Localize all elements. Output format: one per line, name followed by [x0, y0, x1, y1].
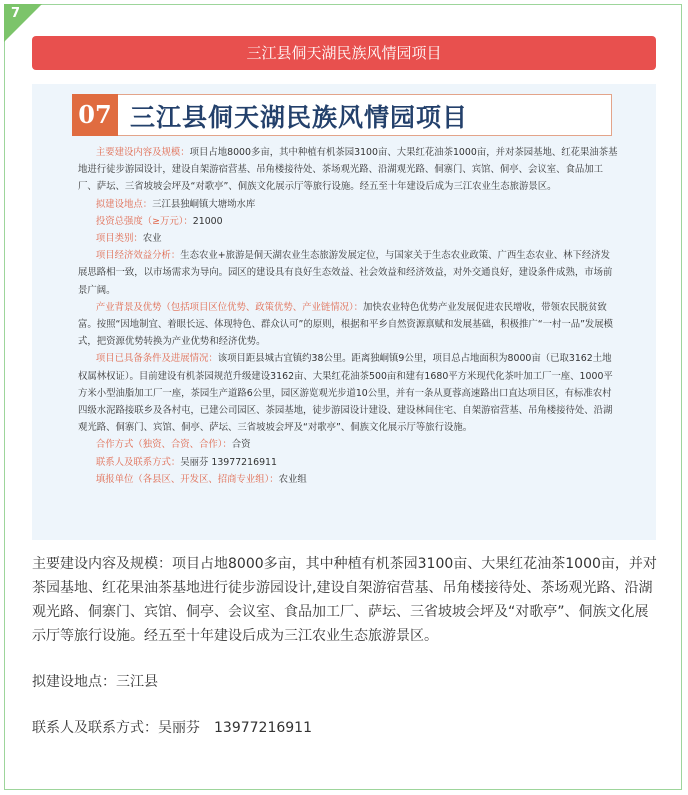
section-text: 合资 [231, 439, 251, 451]
section-text: 吴丽芬 13977216911 [180, 456, 277, 468]
location-paragraph: 拟建设地点：三江县 [32, 674, 158, 690]
card-number: 07 [72, 94, 118, 136]
section-text: 农业 [142, 233, 162, 245]
section-text: 农业组 [278, 473, 307, 485]
card-section [78, 454, 618, 471]
card-section [78, 299, 618, 351]
contact-paragraph: 联系人及联系方式：吴丽芬 13977216911 [32, 720, 312, 736]
card-section [78, 144, 618, 196]
card-section [78, 230, 618, 247]
card-section [78, 213, 618, 230]
card-section [78, 196, 618, 213]
card-section [78, 471, 618, 488]
project-banner: 三江县侗天湖民族风情园项目 [32, 36, 656, 70]
section-text: 生态农业+旅游是侗天湖农业生态旅游发展定位，与国家关于生态农业政策、广西生态农业、林下经济发展思路相一致，以市场需求为导向。园区的建设具有良好生态效益、社会效益和经济效益，对外交通良好，建设条件成熟，市场前景广阔。 [78, 250, 613, 296]
section-label: 主要建设内容及规模： [95, 147, 190, 158]
article-body [32, 552, 660, 740]
section-text: 三江县独峒镇大塘坳水库 [152, 198, 256, 210]
section-text: 加快农业特色优势产业发展促进农民增收，带领农民脱贫致富。按照“因地制宜、着眼长远、体现特色、群众认可”的原则，根据和平乡自然资源禀赋和发展基础，积极推广“一村一品”发展模式，把资源优势转换为产业优势和经济优势。 [78, 301, 614, 348]
card-section [78, 350, 618, 436]
card-title: 三江县侗天湖民族风情园项目 [130, 103, 469, 132]
section-label: 投资总强度（≥万元）： [95, 215, 193, 227]
badge-number: 7 [11, 6, 21, 21]
section-label: 项目经济效益分析： [95, 250, 181, 262]
section-label: 联系人及联系方式： [95, 456, 181, 468]
section-label: 产业背景及优势（包括项目区位优势、政策优势、产业链情况）： [95, 301, 364, 313]
section-text: 项目占地8000多亩，其中种植有机茶园3100亩、大果红花油茶1000亩，并对茶园基地、红花果油茶基地进行徒步游园设计，建设自架游宿营基、吊角楼接待处、茶场观光路、沿湖观光路、侗寨门、宾馆、侗亭、会议室、食品加工厂、萨坛、三省坡坡会坪及“对歌亭”、侗族文化展示厅等旅行设施。经五至十年建设后成为三江农业生态旅游景区。 [78, 147, 618, 193]
section-text: 21000 [192, 215, 223, 227]
card-section [78, 436, 618, 453]
section-label: 拟建设地点： [95, 198, 153, 210]
card-section [78, 247, 618, 299]
card-body [78, 144, 618, 488]
scope-paragraph: 主要建设内容及规模：项目占地8000多亩，其中种植有机茶园3100亩、大果红花油茶1000亩，并对茶园基地、红花果油茶基地进行徒步游园设计,建设自架游宿营基、吊角楼接待处、茶场观光路、沿湖观光路、侗寨门、宾馆、侗亭、会议室、食品加工厂、萨坛、三省坡坡会坪及“对歌亭”、侗族文化展示厅等旅行设施。经五至十年建设后成为三江农业生态旅游景区。 [32, 556, 657, 644]
section-label: 项目类别： [95, 233, 143, 245]
section-label: 合作方式（独资、合资、合作）： [95, 439, 232, 451]
section-label: 填报单位（各县区、开发区、招商专业组）： [95, 473, 279, 485]
section-text: 该项目距县城古宜镇约38公里。距离独峒镇9公里，项目总占地面积为8000亩（已取3162土地权属林权证）。目前建设有机茶园规范升级建设3162亩、大果红花油茶500亩和建有1680平方米现代化茶叶加工厂一座、1000平方米小型油脂加工厂一座，茶园生产道路6公里，园区游览观光步道10公里，并有一条从夏蓉高速路出口直达项目区，有标准农村四级水泥路接联乡及各村屯，已建公司园区、茶园基地，徒步游园设计建设、建设林间住宅、自架游宿营基、吊角楼接待处、沿湖观光路、侗寨门、宾馆、侗亭、萨坛、三省坡坡会坪及“对歌亭”、侗族文化展示厅等旅行设施。 [78, 353, 613, 434]
section-label: 项目已具备条件及进展情况： [95, 353, 218, 365]
project-card-image [32, 84, 656, 540]
